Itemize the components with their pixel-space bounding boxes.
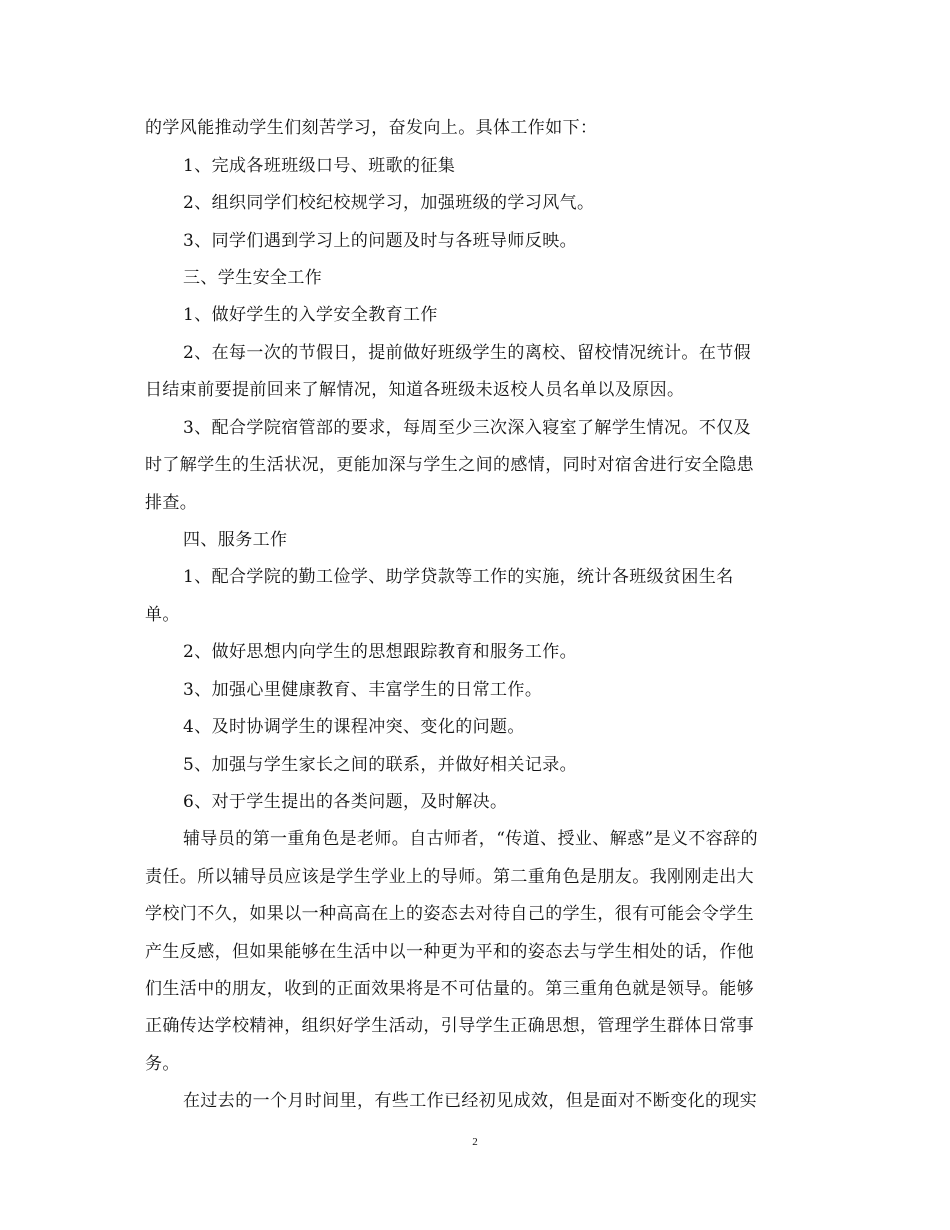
list-item-2: 2、组织同学们校纪校规学习，加强班级的学习风气。 <box>183 193 595 213</box>
paragraph-line: 排查。 <box>145 493 198 513</box>
paragraph-line: 时了解学生的生活状况，更能加深与学生之间的感情，同时对宿舍进行安全隐患 <box>145 455 754 475</box>
paragraph-line: 在过去的一个月时间里，有些工作已经初见成效，但是面对不断变化的现实 <box>183 1091 758 1111</box>
text-line-1: 的学风能推动学生们刻苦学习，奋发向上。具体工作如下： <box>145 118 598 138</box>
paragraph-line: 产生反感，但如果能够在生活中以一种更为平和的姿态去与学生相处的话，作他 <box>145 942 754 962</box>
page-number: 2 <box>472 1136 478 1148</box>
paragraph-line: 务。 <box>145 1054 180 1074</box>
list-item: 4、及时协调学生的课程冲突、变化的问题。 <box>183 717 525 737</box>
paragraph-line: 责任。所以辅导员应该是学生学业上的导师。第二重角色是朋友。我刚刚走出大 <box>145 867 754 887</box>
paragraph-line: 日结束前要提前回来了解情况，知道各班级未返校人员名单以及原因。 <box>145 380 685 400</box>
section-heading-service: 四、服务工作 <box>183 530 288 550</box>
paragraph-line: 学校门不久，如果以一种高高在上的姿态去对待自己的学生，很有可能会令学生 <box>145 904 754 924</box>
list-item: 6、对于学生提出的各类问题，及时解决。 <box>183 792 508 812</box>
paragraph-line: 正确传达学校精神，组织好学生活动，引导学生正确思想，管理学生群体日常事 <box>145 1016 754 1036</box>
paragraph-line: 1、配合学院的勤工俭学、助学贷款等工作的实施，统计各班级贫困生名 <box>183 567 734 587</box>
list-item: 5、加强与学生家长之间的联系，并做好相关记录。 <box>183 755 578 775</box>
list-item-1: 1、完成各班班级口号、班歌的征集 <box>183 156 456 176</box>
paragraph-line: 单。 <box>145 605 180 625</box>
section-heading-safety: 三、学生安全工作 <box>183 268 323 288</box>
paragraph-line: 辅导员的第一重角色是老师。自古师者，“传道、授业、解惑”是义不容辞的 <box>183 829 758 849</box>
list-item: 2、做好思想内向学生的思想跟踪教育和服务工作。 <box>183 642 578 662</box>
paragraph-line: 们生活中的朋友，收到的正面效果将是不可估量的。第三重角色就是领导。能够 <box>145 979 754 999</box>
paragraph-line: 2、在每一次的节假日，提前做好班级学生的离校、留校情况统计。在节假 <box>183 343 752 363</box>
list-item-4: 1、做好学生的入学安全教育工作 <box>183 305 438 325</box>
list-item: 3、加强心里健康教育、丰富学生的日常工作。 <box>183 680 543 700</box>
list-item-3: 3、同学们遇到学习上的问题及时与各班导师反映。 <box>183 231 578 251</box>
paragraph-line: 3、配合学院宿管部的要求，每周至少三次深入寝室了解学生情况。不仅及 <box>183 418 752 438</box>
